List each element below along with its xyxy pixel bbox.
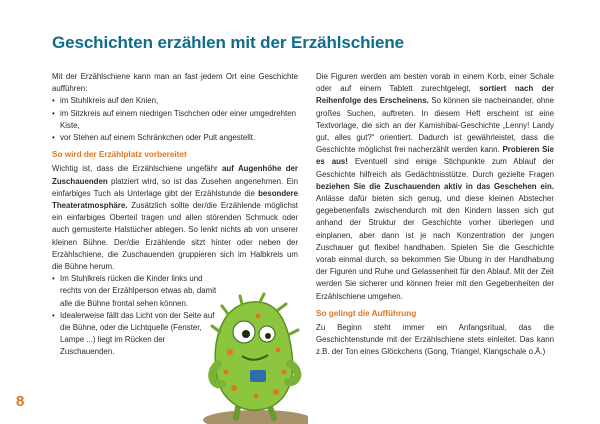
body-paragraph: Zu Beginn steht immer ein Anfangsritual, das die Geschichtenstunde mit der Erzählschiene stets einleitet. Das kann z.B. der Ton eines Glöckchens (Gong, Triangel, Klangschale o.Ä.) <box>316 323 554 357</box>
emphasis-text: besondere Theateratmosphäre. <box>52 188 298 211</box>
body-paragraph <box>52 163 298 273</box>
list-item: • Idealerweise fällt das Licht von der Seite auf die Bühne, oder die Lichtquelle (Fenster, Lampe ...) liegt im Rücken der Zuschauenden. <box>52 310 220 359</box>
text-run: Eventuell sind einige Stichpunkte zum Ablauf der Geschichte hilfreich als Gedächtnisstütze. Durch gezielte Fragen <box>316 157 554 179</box>
body-paragraph <box>316 71 554 303</box>
page-number: 8 <box>16 393 25 410</box>
location-list <box>52 95 298 144</box>
list-item: • vor Stehen auf einem Schränkchen oder Pult angestellt. <box>52 132 298 144</box>
text-run: Anlässe dafür bieten sich genug, und diese kleinen Abstecher gegebenenfalls zwischendurch mit den Kindern lassen sich gut anhand der Struktur der Geschichte vorher überlegen und einplanen, aber dann ist je nach Konzentration der jungen Zuschauer gut flexibel handhaben. Spielen Sie die Geschichte vorab einmal durch, so bekommen Sie Übung in der Handhabung der Figuren und Ruhe und Gelassenheit für den Ablauf. Mit der Zeit werden Sie sicherer und können freier mit den Gegebenheiten der Erzählschiene umgehen. <box>316 194 554 301</box>
list-item: • im Stuhlkreis auf den Knien, <box>52 95 298 107</box>
text-run: Wichtig ist, dass die Erzählschiene ungefähr <box>52 164 223 174</box>
text-run: So können sie nacheinander, ohne großes Suchen, auftreten. In diesem Heft erscheint ist eine Textvorlage, die sich an der Kamishibai-Geschichte „Lenny! Landy gut, alles gut?“ orientiert. Dadurch ist gewährleistet, dass die Geschichte möglichst frei nacherzählt werden kann. <box>316 96 555 155</box>
section-heading-erzaehlplatz: So wird der Erzählplatz vorbereitet <box>52 150 187 160</box>
text-run: platziert wird, so ist das Zusehen angenehmen. Ein einfarbiges Tuch als Unterlage gibt der Erzählstunde die <box>52 176 298 198</box>
text-run: Die Figuren werden am besten vorab in einem Korb, einer Schale oder auf einem Tablett zurechtgelegt, <box>316 72 554 94</box>
right-column <box>316 71 554 359</box>
text-run: Zusätzlich sollte der/die Erzählende möglichst ein einfarbiges Oberteil tragen und allen störenden Schmuck oder auch gemusterte Halstücher ablegen. So lenkt nichts ab von unserer kleinen Bühne. Der/die Erzählende sitzt hinter oder neben der Erzählschiene, die Zuschauenden gruppieren sich im Halbkreis um die Bühne herum. <box>52 201 298 272</box>
emphasis-text: sortiert nach der Reihenfolge des Erscheinens. <box>316 84 554 106</box>
section-heading-auffuehrung: So gelingt die Aufführung <box>316 308 417 318</box>
green-monster-icon <box>198 292 308 424</box>
list-item: • Im Stuhlkreis rücken die Kinder links und rechts von der Erzählperson etwas ab, damit alle die Bühne frontal sehen können. <box>52 273 220 310</box>
emphasis-text: auf Augenhöhe der Zuschauenden <box>52 164 298 186</box>
intro-text: Mit der Erzählschiene kann man an fast jedem Ort eine Geschichte aufführen: <box>52 72 298 94</box>
list-item: • im Sitzkreis auf einem niedrigen Tischchen oder einer umgedrehten Kiste, <box>52 108 298 132</box>
emphasis-text: Probieren Sie es aus! <box>316 145 554 167</box>
page-title: Geschichten erzählen mit der Erzählschiene <box>52 33 404 52</box>
emphasis-text: beziehen Sie die Zuschauenden aktiv in das Geschehen ein. <box>316 181 554 191</box>
